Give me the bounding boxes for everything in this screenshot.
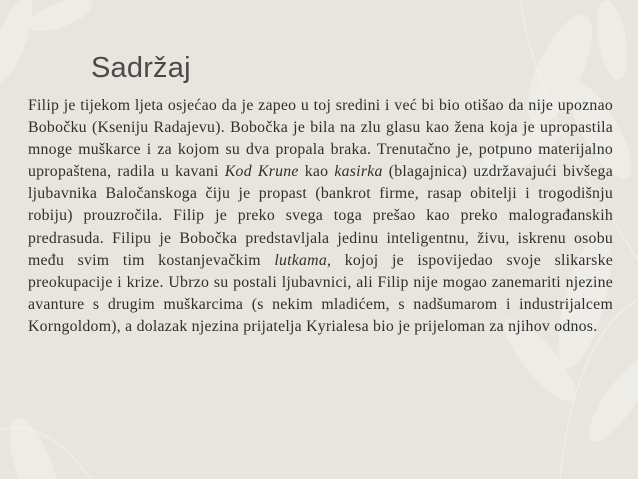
slide-title: Sadržaj [91, 52, 191, 84]
italic-term: Kod Krune [224, 163, 299, 181]
italic-term: kasirka [334, 163, 383, 181]
text-run: Filip je tijekom ljeta osjećao da je zapeo u toj sredini i već bi bio otišao da nije upoznao Bobočku (Kseniju Radajevu). Bobočka je bila na zlu glasu kao žena koja je upropastila mnoge muškarce i za kojom su dva propala braka. Trenutačno je, potpuno materijalno upropaštena, radila u kavani [28, 97, 613, 181]
text-run: , kojoj je ispovijedao svoje slikarske preokupacije i krize. Ubrzo su postali ljubavnici, ali Filip nije mogao zanemariti njezine avanture s drugim muškarcima (s nekim mladićem, s nadšumarom i industrijalcem Korngoldom), a dolazak njezina prijatelja Kyrialesa bio je prijeloman za njihov odnos. [28, 251, 613, 335]
italic-term: lutkama [274, 251, 327, 269]
content-paragraph [28, 95, 613, 338]
text-run: kao [298, 163, 335, 181]
text-run: (blagajnica) uzdržavajući bivšega ljubavnika Baločanskoga čiju je propast (bankrot firme, rasap obitelji i trogodišnju robiju) prouzročila. Filip je preko svega toga prešao kao preko malograđanskih predrasuda. Filipu je Bobočka predstavljala jedinu inteligentnu, živu, iskrenu osobu među svim tim kostanjevačkim [28, 163, 613, 269]
